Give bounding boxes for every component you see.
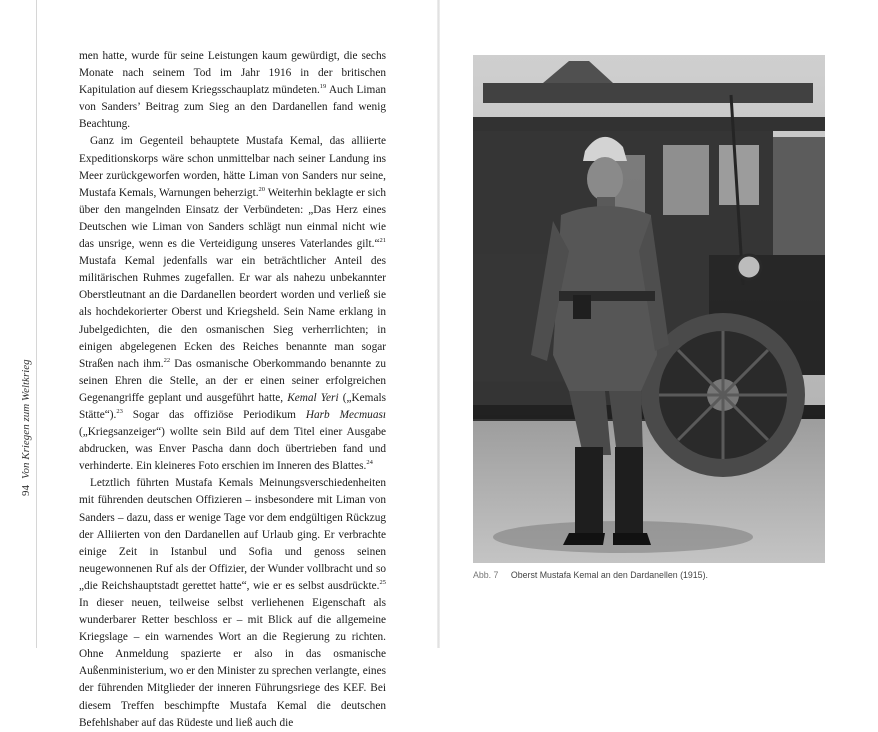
- text-run: („Kemals Stätte“).: [79, 391, 386, 421]
- text-run: Sogar das offiziöse Periodikum: [122, 408, 306, 421]
- footnote-ref: 25: [379, 578, 386, 586]
- body-text: [79, 48, 386, 732]
- running-head: [20, 236, 32, 496]
- text-run: Weiterhin beklagte er sich über den mangelnden Einsatz der Verbündeten: „Das Herz eines Deutschen wie Liman von Sanders schlägt nun einmal nicht wie das unsrige, wenn es die Verteidigung unseres Vaterlandes gilt.“: [79, 186, 387, 251]
- figure-label: Abb. 7: [473, 570, 499, 580]
- footnote-ref: 21: [379, 237, 386, 245]
- text-run: Letztlich führten Mustafa Kemals Meinungsverschiedenheiten mit führenden deutschen Offizieren – insbesondere mit Liman von Sanders – dazu, dass er wenige Tage vor dem endgültigen Rückzug der Alliierten von den Dardanellen auf Urlaub ging. Er verbrachte einige Zeit in Istanbul und Sofia und genoss seinen neugewonnenen Ruf als der Offizier, der Wunder vollbracht und so „die Reichshauptstadt gerettet hatte“, wie er es selbst ausdrückte.: [79, 477, 386, 592]
- figure-caption-text: Oberst Mustafa Kemal an den Dardanellen (1915).: [510, 570, 708, 580]
- footnote-ref: 20: [258, 185, 266, 193]
- figure-caption: [473, 570, 708, 580]
- text-run: Mustafa Kemal jedenfalls war ein beträchtlicher Anteil des militärischen Ruhmes zugefallen. Er war als nahezu unbekannter Oberstleutnant an die Dardanellen beordert worden und verließ sie als hochdekorierter Oberst und Kriegsheld. Sein Name erklang in Jubelgedichten, die den osmanischen Sieg verherrlichten; in einigen abgelegenen Ecken des Reiches benannte man sogar Straßen nach ihm.: [79, 255, 386, 370]
- footnote-ref: 23: [116, 407, 123, 415]
- historical-photograph: [473, 55, 825, 563]
- paragraph: [79, 48, 386, 133]
- text-run: In dieser neuen, teilweise selbst verliehenen Eigenschaft als wunderbarer Retter beschloss er – mit Blick auf die allgemeine Kriegslage – ein warnendes Wort an die Regierung zu richten. Ohne Anmeldung spazierte er also in das osmanische Außenministerium, wo er den Minister zu sprechen verlangte, eines der führenden Mitglieder der inneren Führungsriege des KEF. Bei diesem Treffen beschimpfte Mustafa Kemal die deutschen Befehlshaber auf das Rüdeste und ließ auch die: [79, 597, 386, 729]
- text-run: Ganz im Gegenteil behauptete Mustafa Kemal, das alliierte Expeditionskorps wäre schon unmittelbar nach seiner Landung ins Meer zurückgeworfen worden, hätte Liman von Sanders nur seine, Mustafa Kemals, Warnungen beherzigt.: [79, 135, 386, 199]
- footnote-ref: 22: [163, 356, 171, 364]
- page-number: 94: [20, 485, 32, 496]
- italic-title: Kemal Yeri: [287, 391, 339, 404]
- running-head-title: Von Kriegen zum Weltkrieg: [20, 359, 32, 479]
- text-run: („Kriegsanzeiger“) wollte sein Bild auf dem Titel einer Ausgabe abdrucken, was Enver Pascha dann doch übertrieben fand und verhinderte. Ein kleineres Foto erschien im Inneren des Blattes.: [79, 426, 386, 473]
- margin-rule: [36, 0, 37, 648]
- italic-title: Harb Mecmuası: [305, 408, 386, 421]
- text-run: men hatte, wurde für seine Leistungen kaum gewürdigt, die sechs Monate nach seinem Tod im Jahr 1916 in der britischen Kapitulation auf diesem Kriegsschauplatz mündeten.: [79, 50, 386, 97]
- paragraph: [79, 475, 386, 731]
- text-run: Auch Liman von Sanders’ Beitrag zum Sieg an den Dardanellen fand wenig Beachtung.: [79, 84, 386, 131]
- footnote-ref: 24: [366, 459, 373, 467]
- left-page: [0, 0, 438, 729]
- footnote-ref: 19: [319, 83, 327, 91]
- paragraph: [79, 133, 386, 475]
- text-run: Das osmanische Oberkommando benannte zu seinen Ehren die Stelle, an der er einen seiner erfolgreichen Gegenangriffe geplant und ausgeführt hatte,: [79, 357, 386, 404]
